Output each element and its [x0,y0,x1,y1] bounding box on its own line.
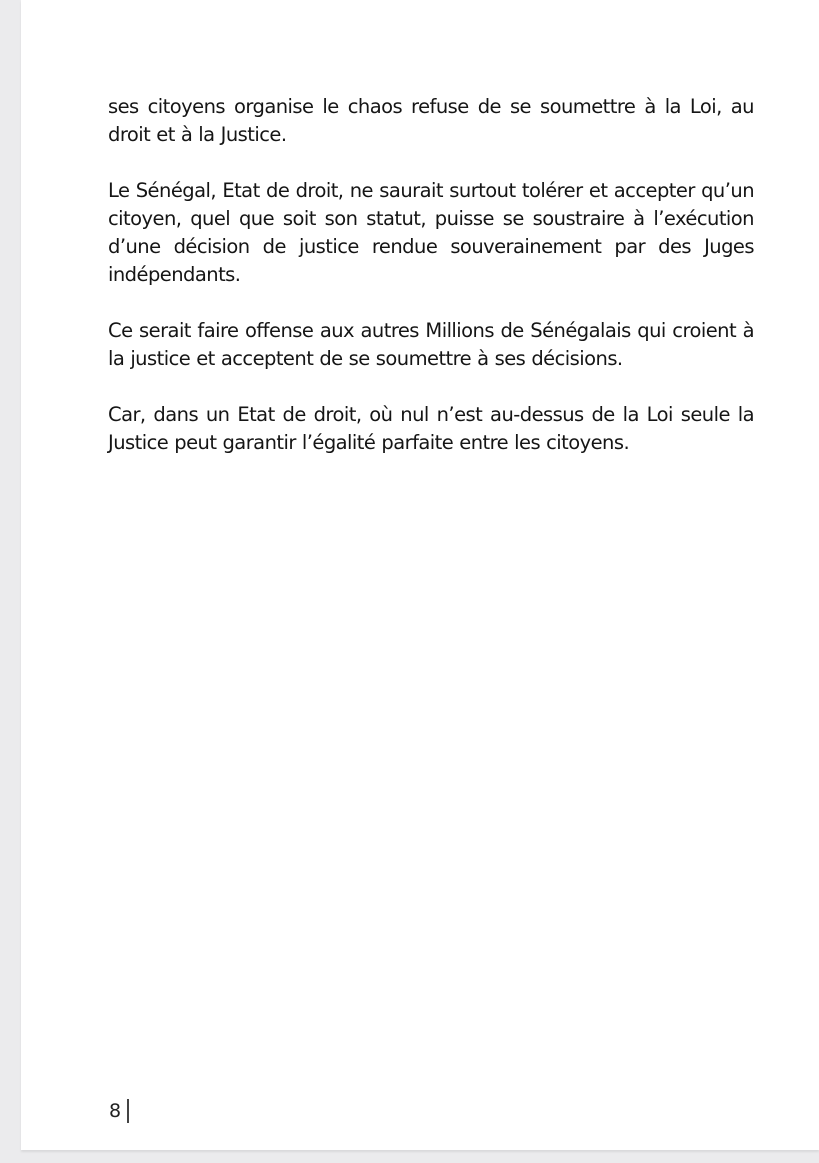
page-number: 8 [109,1100,122,1122]
page-footer [109,1096,129,1126]
paragraph: Car, dans un Etat de droit, où nul n’est au-dessus de la Loi seule la Justice peut garantir l’égalité parfaite entre les citoyens. [108,403,754,454]
paragraph: Le Sénégal, Etat de droit, ne saurait surtout tolérer et accepter qu’un citoyen, quel que soit son statut, puisse se soustraire à l’exécution d’une décision de justice rendue souverainement par des Juges indépendants. [108,179,754,286]
page-number-divider [127,1099,129,1123]
paragraph: Ce serait faire offense aux autres Millions de Sénégalais qui croient à la justice et acceptent de se soumettre à ses décisions. [108,319,754,370]
document-page [21,0,819,1150]
paragraph: ses citoyens organise le chaos refuse de se soumettre à la Loi, au droit et à la Justice. [108,95,754,146]
page-body [108,93,754,485]
